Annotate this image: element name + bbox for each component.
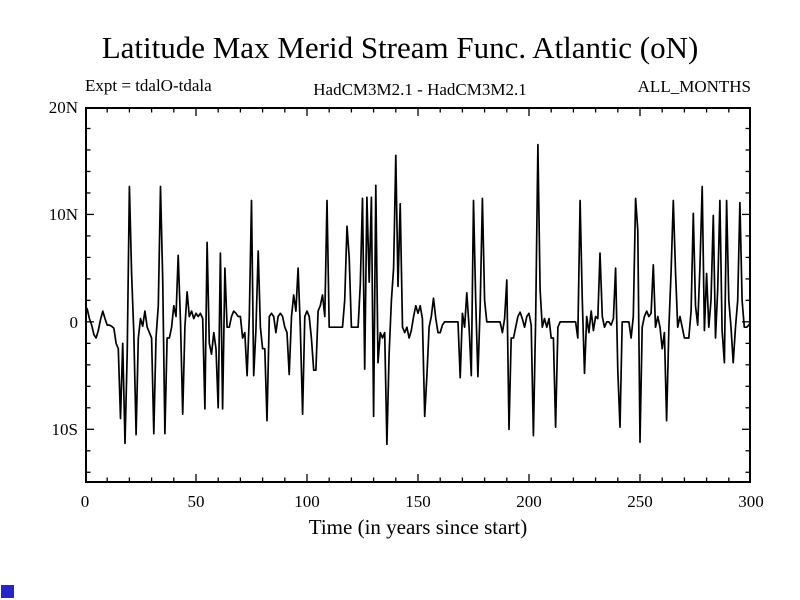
- x-tick-label: 50: [187, 492, 205, 511]
- x-axis-title: Time (in years since start): [308, 515, 528, 539]
- y-tick-label: 10N: [48, 205, 78, 225]
- experiment-label: Expt = tdalO-tdala: [85, 76, 212, 95]
- logo-square: [1, 585, 14, 598]
- x-tick-label: 150: [405, 492, 431, 511]
- plot-border: [86, 108, 750, 482]
- y-tick-label: 0: [69, 312, 78, 332]
- months-label: ALL_MONTHS: [637, 77, 751, 96]
- timeseries-line: [85, 145, 751, 445]
- x-tick-label: 100: [294, 492, 320, 511]
- x-tick-label: 200: [516, 492, 542, 511]
- x-tick-label: 0: [80, 492, 90, 511]
- model-label: HadCM3M2.1 - HadCM3M2.1: [313, 80, 527, 99]
- plot-area: [85, 107, 751, 483]
- axis-ticks: [86, 108, 750, 482]
- y-tick-label: 10S: [51, 420, 78, 440]
- y-tick-label: 20N: [48, 98, 78, 117]
- x-tick-label: 300: [738, 492, 764, 511]
- chart-title: Latitude Max Merid Stream Func. Atlantic (oN): [101, 30, 699, 65]
- x-tick-label: 250: [627, 492, 653, 511]
